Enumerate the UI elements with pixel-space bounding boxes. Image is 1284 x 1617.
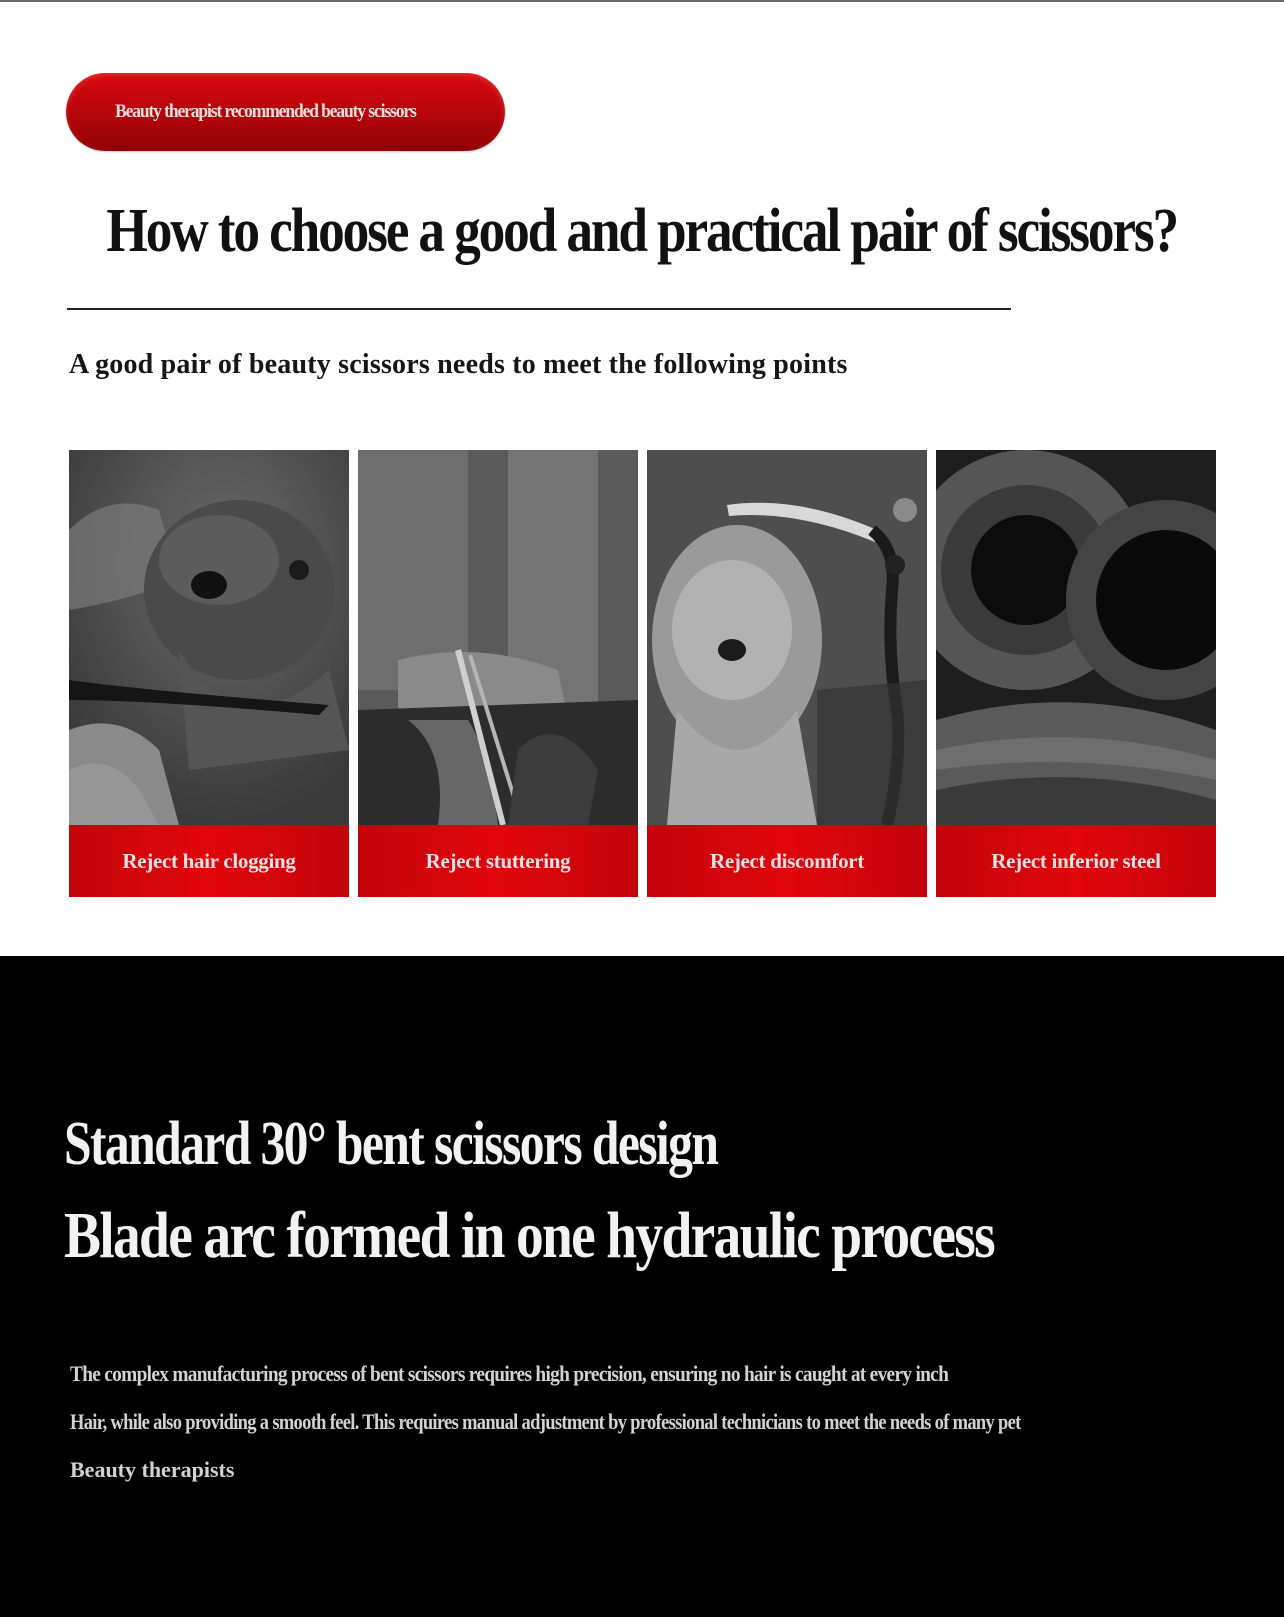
feature-body-line-1: The complex manufacturing process of bent scissors requires high precision, ensuring no hair is caught at every inch [70, 1361, 949, 1386]
card-caption-bar [69, 825, 349, 897]
card-caption: Reject discomfort [709, 848, 865, 873]
feature-title-line-1: Standard 30° bent scissors design [64, 1110, 718, 1178]
section-subheading: A good pair of beauty scissors needs to meet the following points [69, 349, 848, 380]
card-caption: Reject stuttering [425, 848, 571, 873]
feature-card-discomfort [647, 450, 927, 897]
card-caption: Reject inferior steel [991, 848, 1161, 873]
card-caption: Reject hair clogging [122, 848, 296, 873]
feature-body-line-3: Beauty therapists [70, 1457, 235, 1482]
steel-coils-image [936, 450, 1216, 825]
feature-title-line-2: Blade arc formed in one hydraulic process [64, 1199, 995, 1272]
fluffy-dog-image [647, 450, 927, 825]
feature-section [0, 956, 1284, 1617]
dog-trimming-image [69, 450, 349, 825]
scissors-cutting-image [358, 450, 638, 825]
page-headline: How to choose a good and practical pair of scissors? [106, 197, 1178, 265]
recommendation-badge-label: Beauty therapist recommended beauty scissors [115, 101, 416, 122]
feature-card-stuttering [358, 450, 638, 897]
feature-card-hair-clogging [69, 450, 349, 897]
recommendation-badge [66, 73, 505, 151]
top-border [0, 0, 1284, 2]
feature-card-inferior-steel [936, 450, 1216, 897]
feature-body-line-2: Hair, while also providing a smooth feel. This requires manual adjustment by professional technicians to meet the needs of many pet [70, 1409, 1021, 1434]
card-caption-bar [358, 825, 638, 897]
headline-divider [67, 308, 1011, 310]
card-caption-bar [647, 825, 927, 897]
card-caption-bar [936, 825, 1216, 897]
